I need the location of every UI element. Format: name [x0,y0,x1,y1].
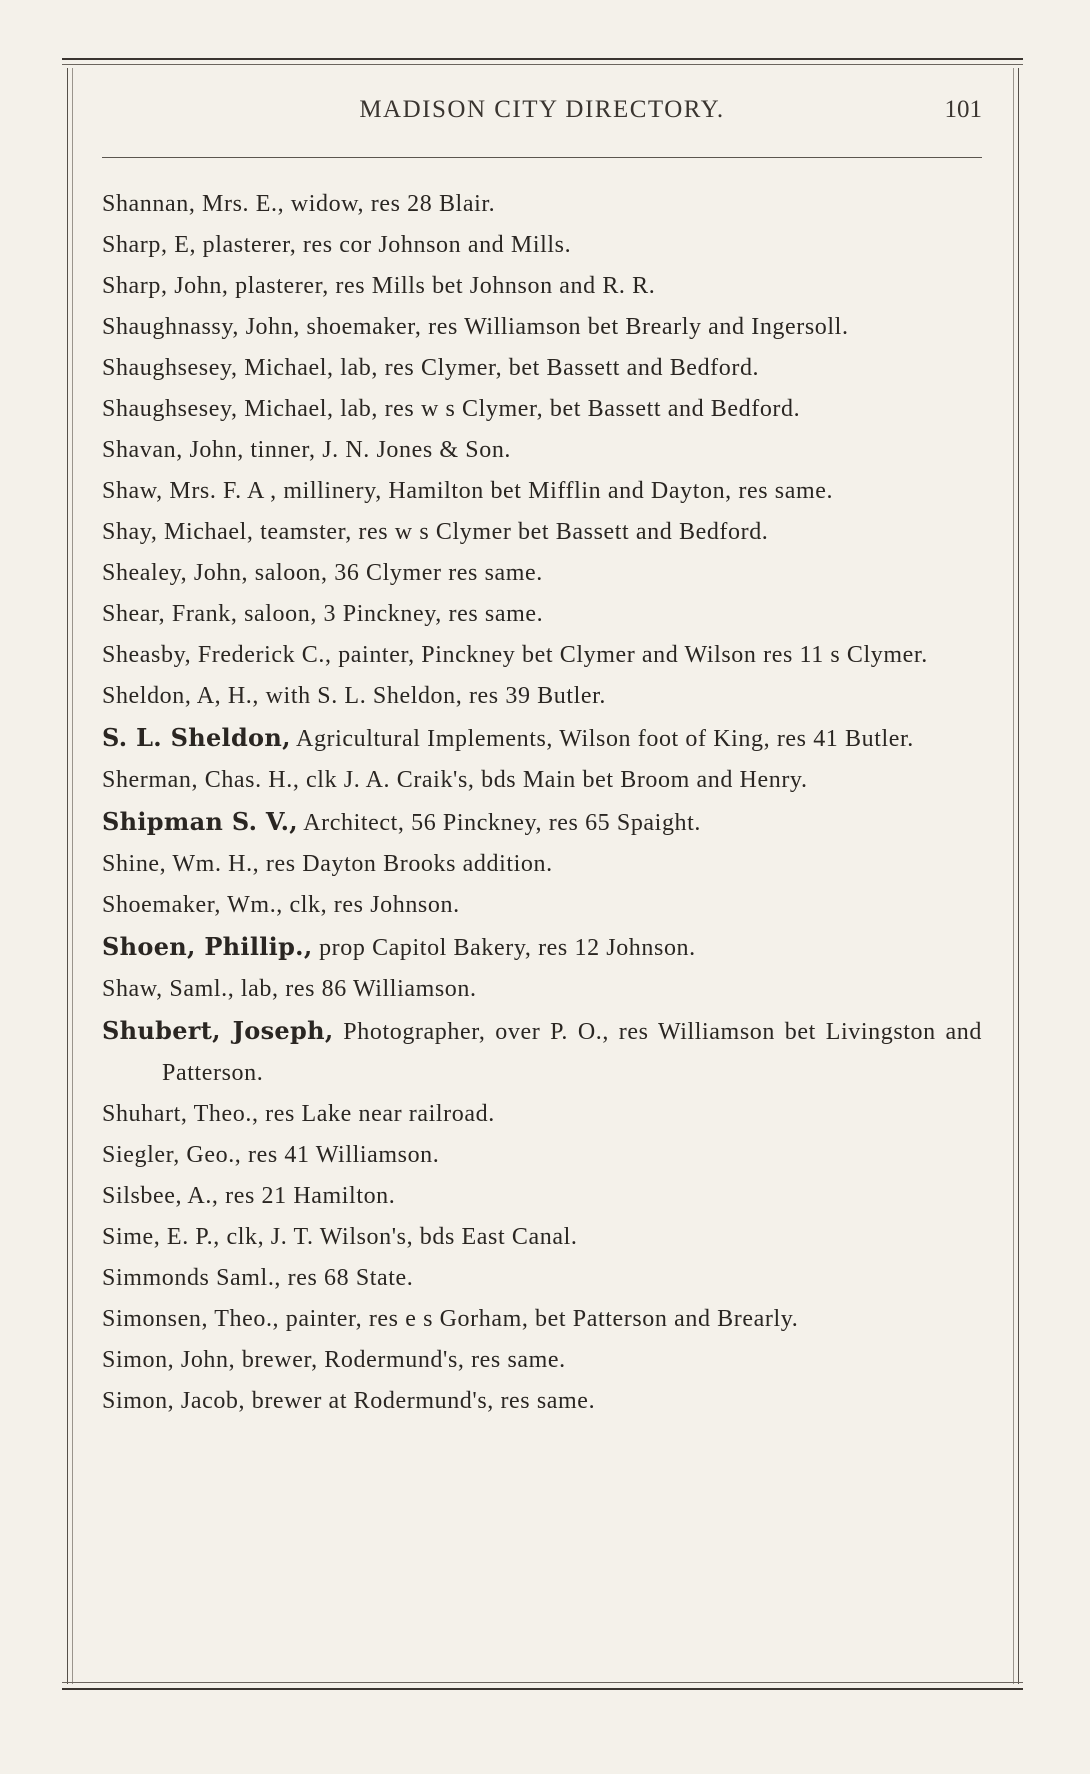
directory-entry [102,1381,982,1422]
entry-name: Shaughsesey, Michael, [102,396,334,422]
entry-details: prop Capitol Bakery, res 12 Johnson. [312,935,696,961]
left-frame-rule [67,68,68,1684]
directory-entry [102,1135,982,1176]
entry-details: brewer at Rodermund's, res same. [245,1388,596,1414]
directory-entry [102,266,982,307]
entry-name: Sharp, John, [102,273,229,299]
directory-entry [102,1299,982,1340]
entry-details: saloon, 3 Pinckney, res same. [237,601,544,627]
entry-name: Siegler, Geo., [102,1142,242,1168]
entry-details: with S. L. Sheldon, res 39 Butler. [259,683,607,709]
right-frame-rule [1018,68,1019,1684]
directory-entry [102,635,982,676]
entry-details: teamster, res w s Clymer bet Bassett and Bedford. [253,519,769,545]
entry-details: tinner, J. N. Jones & Son. [243,437,512,463]
entry-details: lab, res 86 Williamson. [234,976,477,1002]
entry-name: Shoemaker, Wm., [102,892,283,918]
directory-entry [102,348,982,389]
directory-entry [102,1094,982,1135]
entry-details: brewer, Rodermund's, res same. [235,1347,566,1373]
directory-entry [102,225,982,266]
entry-name: Shaughsesey, Michael, [102,355,334,381]
directory-entry [102,1217,982,1258]
directory-entry [102,676,982,717]
entry-name: Shavan, John, [102,437,244,463]
entry-name: Shaw, Mrs. F. A , [102,478,277,504]
entry-details: clk J. A. Craik's, bds Main bet Broom and Henry. [299,767,808,793]
directory-entry [102,1010,982,1094]
directory-entries [102,184,982,1422]
left-frame-rule-inner [72,68,73,1684]
directory-entry [102,594,982,635]
entry-name: Sherman, Chas. H., [102,767,300,793]
entry-name: Shubert, Joseph, [102,1016,334,1045]
entry-details: res 68 State. [281,1265,414,1291]
entry-name: Silsbee, A., [102,1183,219,1209]
directory-entry [102,969,982,1010]
directory-entry [102,844,982,885]
entry-details: clk, res Johnson. [282,892,460,918]
entry-name: Shoen, Phillip., [102,932,313,961]
entry-name: Shay, Michael, [102,519,254,545]
entry-details: res 41 Williamson. [241,1142,440,1168]
entry-details: painter, res e s Gorham, bet Patterson and Brearly. [279,1306,799,1332]
entry-name: Sheasby, Frederick C., [102,642,332,668]
entry-details: res Lake near railroad. [258,1101,495,1127]
directory-entry [102,430,982,471]
directory-entry [102,717,982,760]
entry-name: Simon, John, [102,1347,236,1373]
entry-name: Shaughnassy, John, [102,314,300,340]
directory-entry [102,307,982,348]
running-head: MADISON CITY DIRECTORY. [359,96,725,123]
directory-entry [102,1258,982,1299]
bottom-border-rule [62,1688,1023,1690]
entry-name: Sime, E. P., [102,1224,220,1250]
entry-name: Shine, Wm. H., [102,851,260,877]
header-rule [102,157,982,158]
page-number: 101 [944,96,982,123]
bottom-border-rule-inner [62,1682,1023,1683]
entry-name: Shipman S. V., [102,807,298,836]
entry-details: millinery, Hamilton bet Mifflin and Dayton, res same. [276,478,834,504]
entry-details: plasterer, res cor Johnson and Mills. [196,232,572,258]
top-border-rule-inner [62,64,1023,65]
directory-entry [102,553,982,594]
entry-details: res Dayton Brooks addition. [259,851,553,877]
entry-name: Shear, Frank, [102,601,238,627]
directory-entry [102,1176,982,1217]
entry-details: saloon, 36 Clymer res same. [248,560,543,586]
entry-details: painter, Pinckney bet Clymer and Wilson res 11 s Clymer. [331,642,928,668]
directory-entry [102,471,982,512]
entry-name: Simonsen, Theo., [102,1306,280,1332]
entry-name: Sharp, E, [102,232,197,258]
directory-entry [102,184,982,225]
entry-details: lab, res Clymer, bet Bassett and Bedford. [333,355,760,381]
directory-entry [102,926,982,969]
directory-entry [102,1340,982,1381]
entry-name: Simmonds Saml., [102,1265,282,1291]
entry-details: res 21 Hamilton. [218,1183,396,1209]
top-border-rule [62,58,1023,60]
directory-entry [102,885,982,926]
page-header [102,96,982,136]
entry-details: widow, res 28 Blair. [284,191,496,217]
directory-entry [102,512,982,553]
directory-entry [102,389,982,430]
entry-name: Shaw, Saml., [102,976,235,1002]
entry-name: Shealey, John, [102,560,249,586]
entry-details: lab, res w s Clymer, bet Bassett and Bedford. [333,396,801,422]
entry-name: Shuhart, Theo., [102,1101,259,1127]
entry-details: Photographer, over P. O., res Williamson bet Livingston and Patterson. [162,1019,982,1086]
directory-entry [102,801,982,844]
entry-name: Simon, Jacob, [102,1388,246,1414]
entry-details: Agricultural Implements, Wilson foot of King, res 41 Butler. [290,726,914,752]
entry-name: S. L. Sheldon, [102,723,291,752]
entry-name: Sheldon, A, H., [102,683,260,709]
entry-name: Shannan, Mrs. E., [102,191,285,217]
entry-details: clk, J. T. Wilson's, bds East Canal. [219,1224,578,1250]
entry-details: plasterer, res Mills bet Johnson and R. R. [228,273,656,299]
entry-details: shoemaker, res Williamson bet Brearly and Ingersoll. [299,314,849,340]
entry-details: Architect, 56 Pinckney, res 65 Spaight. [297,810,702,836]
right-frame-rule-inner [1013,68,1014,1684]
directory-entry [102,760,982,801]
